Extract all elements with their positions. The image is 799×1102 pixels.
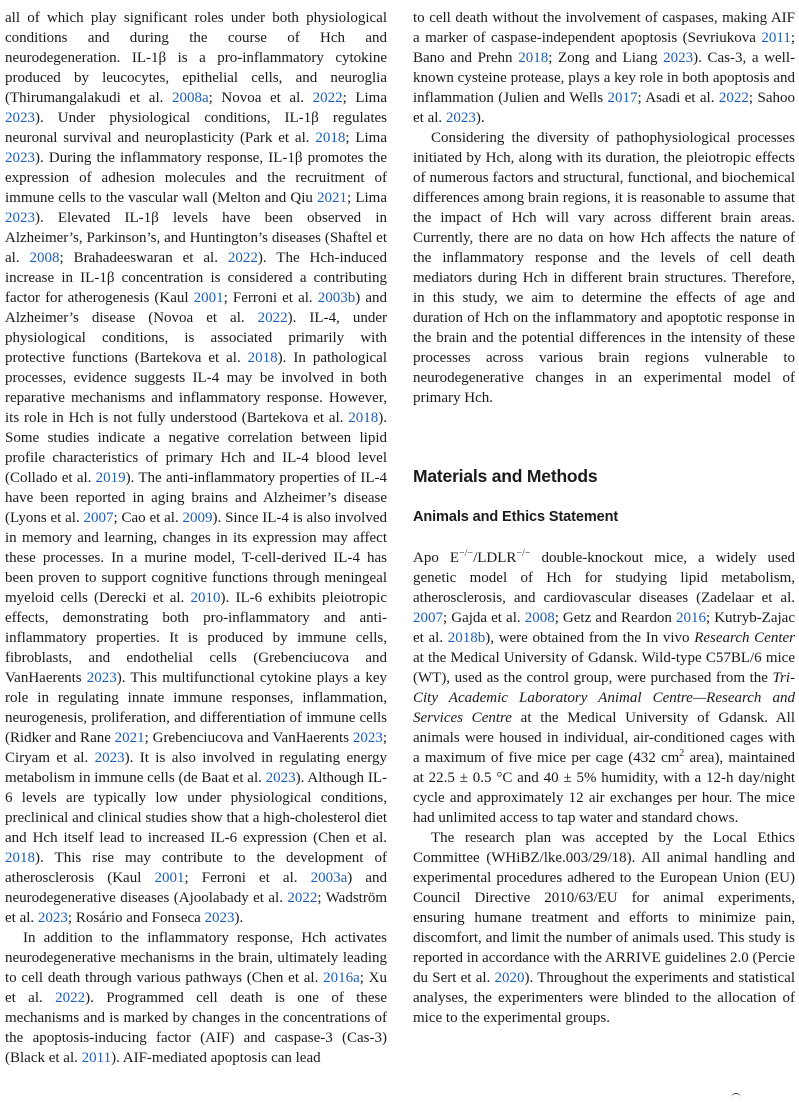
right-column <box>413 8 795 1028</box>
page-corner-mark <box>731 1093 741 1102</box>
citation-link[interactable]: 2023 <box>445 110 476 126</box>
citation-link[interactable]: 2022 <box>227 250 258 266</box>
citation-link[interactable]: 2008 <box>29 250 60 266</box>
citation-link[interactable]: 2023 <box>5 210 35 226</box>
superscript: −/− <box>459 548 474 559</box>
left-paragraph-1: all of which play significant roles under both physiological conditions and during the course of Hch and neurodegeneration. IL-1β is a pro-inflammatory cytokine produced by leucocytes, epithelial cells, and neuroglia (Thirumangalakudi et al. 2008a; Novoa et al. 2022; Lima 2023). Under physiological conditions, IL-1β regulates neuronal survival and neuroplasticity (Park et al. 2018; Lima 2023). During the inflammatory response, IL-1β promotes the expression of adhesion molecules and the recruitment of immune cells to the vascular wall (Melton and Qiu 2021; Lima 2023). Elevated IL-1β levels have been observed in Alzheimer’s, Parkinson’s, and Huntington’s diseases (Shaftel et al. 2008; Brahadeeswaran et al. 2022). The Hch-induced increase in IL-1β concentration is considered a contributing factor for atherogenesis (Kaul 2001; Ferroni et al. 2003b) and Alzheimer’s disease (Novoa et al. 2022). IL-4, under physiological conditions, is associated primarily with protective functions (Bartekova et al. 2018). In pathological processes, evidence suggests IL-4 may be involved in both reparative mechanisms and inflammatory response. However, its role in Hch is not fully understood (Bartekova et al. 2018). Some studies indicate a negative correlation between lipid profile characteristics of primary Hch and IL-4 blood level (Collado et al. 2019). The anti-inflammatory properties of IL-4 have been reported in aging brains and Alzheimer’s disease (Lyons et al. 2007; Cao et al. 2009). Since IL-4 is also involved in memory and learning, changes in its expression may affect these processes. In a murine model, T-cell-derived IL-4 has been proven to support cognitive functions through meningeal myeloid cells (Derecki et al. 2010). IL-6 exhibits pleiotropic effects, demonstrating both pro-inflammatory and anti-inflammatory properties. It is produced by immune cells, fibroblasts, and endothelial cells (Grebenciucova and VanHaerents 2023). This multifunctional cytokine plays a key role in regulating innate immune responses, inflammation, neurogenesis, proliferation, and differentiation of immune cells (Ridker and Rane 2021; Grebenciucova and VanHaerents 2023; Ciryam et al. 2023). It is also involved in regulating energy metabolism in immune cells (de Baat et al. 2023). Although IL-6 levels are typically low under physiological conditions, preclinical and clinical studies show that a high-cholesterol diet and Hch itself lead to increased IL-6 expression (Chen et al. 2018). This rise may contribute to the development of atherosclerosis (Kaul 2001; Ferroni et al. 2003a) and neurodegenerative diseases (Ajoolabady et al. 2022; Wadström et al. 2023; Rosário and Fonseca 2023). <box>5 10 388 926</box>
citation-link[interactable]: 2017 <box>607 90 638 106</box>
right-paragraph-3: Apo E−/−/LDLR−/− double-knockout mice, a widely used genetic model of Hch for studying lipid metabolism, atherosclerosis, and cardiovascular diseases (Zadelaar et al. 2007; Gajda et al. 2008; Getz and Reardon 2016; Kutryb-Zajac et al. 2018b), were obtained from the In vivo Research Center at the Medical University of Gdansk. Wild-type C57BL/6 mice (WT), used as the control group, were purchased from the Tri-City Academic Laboratory Animal Centre—Research and Services Centre at the Medical University of Gdansk. All animals were housed in individual, air-conditioned cages with a maximum of five mice per cage (432 $cm^2$ area), maintained at 22.5 ± 0.5 °C and 40 ± 5% humidity, with a 12-h day/night cycle and approximately 12 air exchanges per hour. The mice had unlimited access to tap water and standard chows. <box>413 548 796 826</box>
citation-link[interactable]: 2022 <box>287 890 318 906</box>
citation-link[interactable]: 2023 <box>663 50 694 66</box>
citation-link[interactable]: 2011 <box>761 30 791 46</box>
citation-link[interactable]: 2023 <box>86 670 117 686</box>
citation-link[interactable]: 2023 <box>5 150 35 166</box>
citation-link[interactable]: 2023 <box>265 770 296 786</box>
citation-link[interactable]: 2008a <box>171 90 209 106</box>
citation-link[interactable]: 2007 <box>83 510 114 526</box>
right-paragraph-2: Considering the diversity of pathophysiological processes initiated by Hch, along with its duration, the pleiotropic effects of numerous factors and structural, functional, and biochemical differences among brain regions, it is reasonable to assume that the impact of Hch will vary across different brain areas. Currently, there are no data on how Hch affects the nature of the inflammatory response and the levels of cell death mediators during Hch in different brain structures. Therefore, in this study, we aim to determine the effects of age and duration of Hch on the inflammatory and apoptotic response in the brain and the potential differences in the intensity of these processes across various brain regions vulnerable to neurodegenerative changes in an experimental model of primary Hch. <box>413 130 795 406</box>
citation-link[interactable]: 2021 <box>114 730 145 746</box>
citation-link[interactable]: 2023 <box>37 910 68 926</box>
citation-link[interactable]: 2001 <box>154 870 185 886</box>
citation-link[interactable]: 2008 <box>524 610 555 626</box>
citation-link[interactable]: 2009 <box>182 510 213 526</box>
citation-link[interactable]: 2010 <box>190 590 221 606</box>
citation-link[interactable]: 2003a <box>310 870 348 886</box>
citation-link[interactable]: 2018b <box>447 630 486 646</box>
citation-link[interactable]: 2001 <box>193 290 224 306</box>
left-paragraph-2: In addition to the inflammatory response, Hch activates neurodegenerative mechanisms in the brain, ultimately leading to cell death through various pathways (Chen et al. 2016a; Xu et al. 2022). Programmed cell death is one of these mechanisms and is marked by changes in the concentrations of the apoptosis-inducing factor (AIF) and caspase-3 (Cas-3) (Black et al. 2011). AIF-mediated apoptosis can lead <box>5 930 387 1066</box>
superscript: 2 <box>679 748 685 759</box>
citation-link[interactable]: 2022 <box>55 990 86 1006</box>
citation-link[interactable]: 2003b <box>317 290 356 306</box>
citation-link[interactable]: 2018 <box>315 130 346 146</box>
citation-link[interactable]: 2023 <box>352 730 383 746</box>
citation-link[interactable]: 2022 <box>718 90 749 106</box>
citation-link[interactable]: 2022 <box>257 310 288 326</box>
citation-link[interactable]: 2023 <box>204 910 235 926</box>
citation-link[interactable]: 2021 <box>317 190 348 206</box>
citation-link[interactable]: 2019 <box>95 470 126 486</box>
citation-link[interactable]: 2007 <box>413 610 443 626</box>
italic-text: Tri-City Academic Laboratory Animal Centre—Research and Services Centre <box>413 670 795 726</box>
citation-link[interactable]: 2018 <box>348 410 379 426</box>
italic-text: Research Center <box>694 630 795 646</box>
citation-link[interactable]: 2018 <box>518 50 549 66</box>
right-paragraph-4: The research plan was accepted by the Local Ethics Committee (WHiBZ/lke.003/29/18). All animal handling and experimental procedures adhered to the European Union (EU) Council Directive 2010/63/EU for animal experiments, ensuring humane treatment and efforts to minimize pain, discomfort, and limit the number of animals used. This study is reported in accordance with the ARRIVE guidelines 2.0 (Percie du Sert et al. 2020). Throughout the experiments and statistical analyses, the experimenters were blinded to the allocation of mice to the experimental groups. <box>413 830 795 1026</box>
citation-link[interactable]: 2022 <box>312 90 343 106</box>
citation-link[interactable]: 2020 <box>494 970 525 986</box>
citation-link[interactable]: 2011 <box>81 1050 112 1066</box>
citation-link[interactable]: 2016 <box>675 610 706 626</box>
subsection-heading-animals-ethics: Animals and Ethics Statement <box>413 509 619 525</box>
citation-link[interactable]: 2023 <box>5 110 35 126</box>
citation-link[interactable]: 2023 <box>94 750 125 766</box>
citation-link[interactable]: 2018 <box>247 350 278 366</box>
superscript: −/− <box>516 548 531 559</box>
left-column <box>5 8 387 1068</box>
right-paragraph-1: to cell death without the involvement of caspases, making AIF a marker of caspase-independent apoptosis (Sevriukova 2011; Bano and Prehn 2018; Zong and Liang 2023). Cas-3, a well-known cysteine protease, plays a key role in both apoptosis and inflammation (Julien and Wells 2017; Asadi et al. 2022; Sahoo et al. 2023). <box>413 10 795 126</box>
section-heading-materials-methods: Materials and Methods <box>413 466 598 486</box>
citation-link[interactable]: 2018 <box>5 850 35 866</box>
citation-link[interactable]: 2016a <box>323 970 360 986</box>
